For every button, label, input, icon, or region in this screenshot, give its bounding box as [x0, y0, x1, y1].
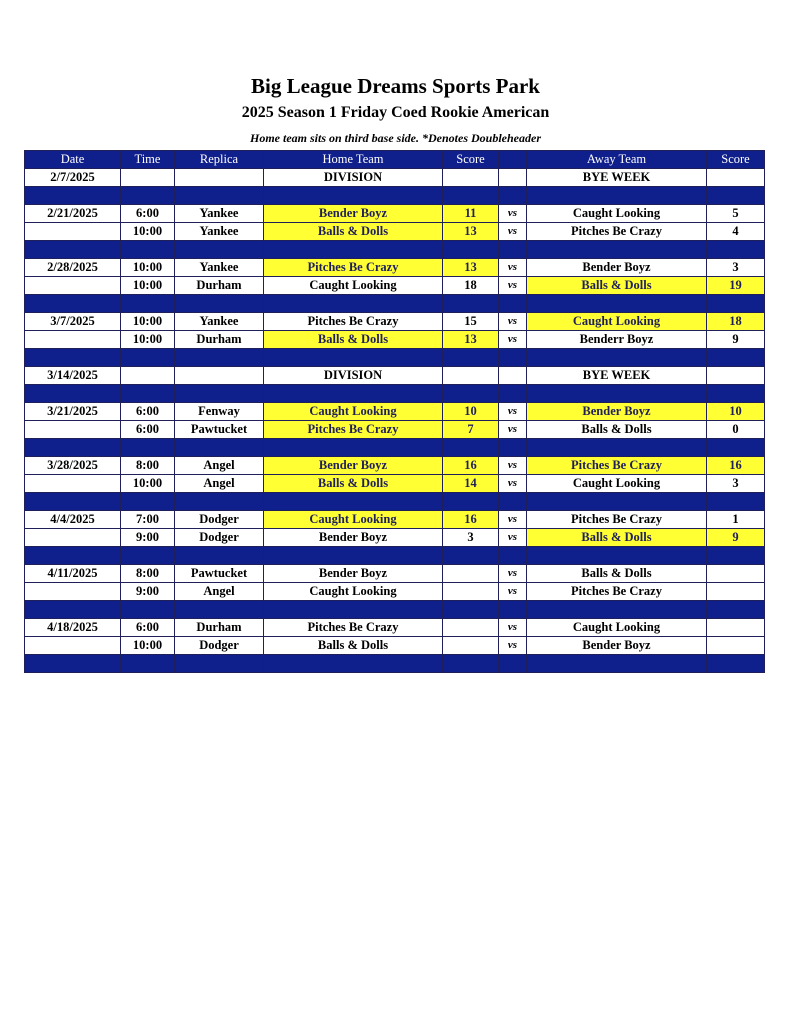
separator-cell — [264, 385, 443, 403]
table-row — [25, 277, 765, 295]
date-cell — [25, 223, 121, 241]
vs-cell: vs — [499, 475, 527, 493]
separator-row — [25, 349, 765, 367]
home-score-cell: 13 — [443, 223, 499, 241]
time-cell: 6:00 — [121, 619, 175, 637]
separator-cell — [175, 385, 264, 403]
separator-cell — [443, 349, 499, 367]
table-row — [25, 169, 765, 187]
away-team-cell: Balls & Dolls — [527, 565, 707, 583]
away-team-cell: Caught Looking — [527, 313, 707, 331]
separator-cell — [175, 493, 264, 511]
home-score-cell — [443, 367, 499, 385]
separator-cell — [264, 601, 443, 619]
table-row — [25, 583, 765, 601]
separator-cell — [707, 349, 765, 367]
separator-cell — [707, 493, 765, 511]
home-team-cell: Bender Boyz — [264, 205, 443, 223]
home-score-cell: 7 — [443, 421, 499, 439]
separator-row — [25, 385, 765, 403]
time-cell: 10:00 — [121, 637, 175, 655]
date-cell — [25, 529, 121, 547]
away-team-cell: Balls & Dolls — [527, 529, 707, 547]
table-row — [25, 637, 765, 655]
time-cell: 6:00 — [121, 205, 175, 223]
separator-cell — [121, 493, 175, 511]
schedule-table — [24, 150, 765, 673]
separator-cell — [707, 385, 765, 403]
separator-cell — [175, 241, 264, 259]
away-score-cell: 1 — [707, 511, 765, 529]
time-cell: 10:00 — [121, 277, 175, 295]
separator-cell — [707, 439, 765, 457]
away-score-cell — [707, 169, 765, 187]
date-cell: 2/21/2025 — [25, 205, 121, 223]
away-team-cell: Bender Boyz — [527, 637, 707, 655]
vs-cell: vs — [499, 583, 527, 601]
vs-cell: vs — [499, 313, 527, 331]
separator-cell — [175, 655, 264, 673]
replica-cell: Yankee — [175, 313, 264, 331]
home-team-cell: Bender Boyz — [264, 529, 443, 547]
separator-cell — [499, 439, 527, 457]
replica-cell: Pawtucket — [175, 421, 264, 439]
separator-cell — [527, 601, 707, 619]
home-score-cell: 11 — [443, 205, 499, 223]
separator-cell — [121, 439, 175, 457]
table-row — [25, 529, 765, 547]
separator-cell — [25, 655, 121, 673]
separator-cell — [443, 295, 499, 313]
vs-cell — [499, 169, 527, 187]
separator-cell — [25, 187, 121, 205]
home-team-cell: Pitches Be Crazy — [264, 421, 443, 439]
replica-cell — [175, 169, 264, 187]
replica-cell — [175, 367, 264, 385]
vs-cell: vs — [499, 259, 527, 277]
vs-cell: vs — [499, 637, 527, 655]
away-team-cell: Bender Boyz — [527, 259, 707, 277]
date-cell: 2/28/2025 — [25, 259, 121, 277]
away-team-cell: Caught Looking — [527, 475, 707, 493]
replica-cell: Yankee — [175, 223, 264, 241]
home-team-cell: Pitches Be Crazy — [264, 619, 443, 637]
separator-cell — [121, 601, 175, 619]
home-score-cell — [443, 637, 499, 655]
separator-cell — [264, 241, 443, 259]
away-team-cell: Pitches Be Crazy — [527, 511, 707, 529]
table-row — [25, 313, 765, 331]
home-team-cell: Pitches Be Crazy — [264, 313, 443, 331]
home-score-cell — [443, 619, 499, 637]
away-score-cell — [707, 367, 765, 385]
separator-cell — [527, 439, 707, 457]
separator-cell — [707, 241, 765, 259]
replica-cell: Angel — [175, 583, 264, 601]
away-team-cell: BYE WEEK — [527, 367, 707, 385]
home-score-cell: 16 — [443, 511, 499, 529]
col-header-away-team: Away Team — [527, 151, 707, 169]
separator-cell — [443, 187, 499, 205]
home-score-cell: 13 — [443, 259, 499, 277]
replica-cell: Dodger — [175, 511, 264, 529]
separator-cell — [25, 241, 121, 259]
away-score-cell: 0 — [707, 421, 765, 439]
date-cell: 3/14/2025 — [25, 367, 121, 385]
away-score-cell — [707, 637, 765, 655]
away-score-cell — [707, 583, 765, 601]
separator-cell — [443, 385, 499, 403]
vs-cell: vs — [499, 331, 527, 349]
time-cell: 10:00 — [121, 331, 175, 349]
replica-cell: Angel — [175, 475, 264, 493]
home-score-cell — [443, 169, 499, 187]
replica-cell: Fenway — [175, 403, 264, 421]
separator-cell — [121, 349, 175, 367]
separator-cell — [443, 547, 499, 565]
separator-cell — [527, 349, 707, 367]
table-row — [25, 331, 765, 349]
table-row — [25, 565, 765, 583]
separator-cell — [25, 295, 121, 313]
date-cell — [25, 637, 121, 655]
away-team-cell: Pitches Be Crazy — [527, 223, 707, 241]
page-note: Home team sits on third base side. *Denotes Doubleheader — [250, 131, 541, 145]
separator-cell — [499, 655, 527, 673]
away-team-cell: Caught Looking — [527, 619, 707, 637]
table-row — [25, 457, 765, 475]
separator-row — [25, 655, 765, 673]
vs-cell: vs — [499, 403, 527, 421]
separator-cell — [175, 601, 264, 619]
away-score-cell: 9 — [707, 529, 765, 547]
away-team-cell: Balls & Dolls — [527, 421, 707, 439]
separator-row — [25, 295, 765, 313]
separator-row — [25, 241, 765, 259]
separator-cell — [175, 349, 264, 367]
replica-cell: Angel — [175, 457, 264, 475]
away-team-cell: Bender Boyz — [527, 403, 707, 421]
home-team-cell: Bender Boyz — [264, 565, 443, 583]
date-cell: 3/7/2025 — [25, 313, 121, 331]
separator-cell — [527, 187, 707, 205]
separator-cell — [175, 295, 264, 313]
separator-cell — [707, 187, 765, 205]
separator-cell — [264, 439, 443, 457]
replica-cell: Dodger — [175, 637, 264, 655]
table-row — [25, 421, 765, 439]
time-cell: 7:00 — [121, 511, 175, 529]
separator-cell — [175, 187, 264, 205]
replica-cell: Durham — [175, 331, 264, 349]
separator-cell — [707, 601, 765, 619]
date-cell — [25, 475, 121, 493]
separator-cell — [25, 493, 121, 511]
separator-cell — [25, 547, 121, 565]
replica-cell: Dodger — [175, 529, 264, 547]
col-header-away-score: Score — [707, 151, 765, 169]
separator-cell — [121, 655, 175, 673]
separator-cell — [499, 601, 527, 619]
date-cell — [25, 331, 121, 349]
home-team-cell: Caught Looking — [264, 277, 443, 295]
table-row — [25, 475, 765, 493]
home-score-cell: 10 — [443, 403, 499, 421]
home-team-cell: Pitches Be Crazy — [264, 259, 443, 277]
date-cell: 3/28/2025 — [25, 457, 121, 475]
table-row — [25, 367, 765, 385]
away-team-cell: Pitches Be Crazy — [527, 583, 707, 601]
separator-cell — [499, 349, 527, 367]
away-score-cell: 10 — [707, 403, 765, 421]
away-score-cell: 16 — [707, 457, 765, 475]
separator-cell — [443, 439, 499, 457]
away-score-cell: 3 — [707, 475, 765, 493]
separator-cell — [264, 655, 443, 673]
vs-cell: vs — [499, 565, 527, 583]
home-team-cell: Bender Boyz — [264, 457, 443, 475]
separator-cell — [175, 547, 264, 565]
home-team-cell: Caught Looking — [264, 511, 443, 529]
table-row — [25, 511, 765, 529]
away-team-cell: BYE WEEK — [527, 169, 707, 187]
time-cell: 8:00 — [121, 457, 175, 475]
table-row — [25, 403, 765, 421]
home-team-cell: Caught Looking — [264, 403, 443, 421]
separator-cell — [499, 547, 527, 565]
col-header-home-team: Home Team — [264, 151, 443, 169]
separator-cell — [25, 385, 121, 403]
home-score-cell — [443, 565, 499, 583]
separator-cell — [527, 547, 707, 565]
away-team-cell: Caught Looking — [527, 205, 707, 223]
separator-cell — [264, 493, 443, 511]
separator-cell — [175, 439, 264, 457]
col-header-home-score: Score — [443, 151, 499, 169]
vs-cell: vs — [499, 421, 527, 439]
replica-cell: Durham — [175, 619, 264, 637]
vs-cell: vs — [499, 529, 527, 547]
time-cell: 10:00 — [121, 313, 175, 331]
separator-cell — [499, 493, 527, 511]
col-header-time: Time — [121, 151, 175, 169]
time-cell — [121, 169, 175, 187]
separator-cell — [707, 547, 765, 565]
separator-cell — [121, 295, 175, 313]
replica-cell: Yankee — [175, 205, 264, 223]
separator-cell — [527, 241, 707, 259]
date-cell: 4/11/2025 — [25, 565, 121, 583]
home-score-cell: 18 — [443, 277, 499, 295]
separator-cell — [499, 295, 527, 313]
home-score-cell: 15 — [443, 313, 499, 331]
separator-cell — [25, 349, 121, 367]
away-team-cell: Balls & Dolls — [527, 277, 707, 295]
separator-cell — [121, 241, 175, 259]
away-score-cell: 19 — [707, 277, 765, 295]
separator-cell — [499, 187, 527, 205]
home-team-cell: DIVISION — [264, 367, 443, 385]
separator-row — [25, 493, 765, 511]
col-header-replica: Replica — [175, 151, 264, 169]
col-header-vs — [499, 151, 527, 169]
home-team-cell: Balls & Dolls — [264, 223, 443, 241]
separator-cell — [527, 385, 707, 403]
table-row — [25, 259, 765, 277]
table-row — [25, 619, 765, 637]
home-team-cell: Balls & Dolls — [264, 637, 443, 655]
time-cell: 6:00 — [121, 403, 175, 421]
home-team-cell: Balls & Dolls — [264, 331, 443, 349]
separator-cell — [264, 187, 443, 205]
date-cell: 3/21/2025 — [25, 403, 121, 421]
time-cell — [121, 367, 175, 385]
date-cell: 4/18/2025 — [25, 619, 121, 637]
date-cell — [25, 277, 121, 295]
separator-row — [25, 601, 765, 619]
separator-cell — [527, 493, 707, 511]
separator-row — [25, 439, 765, 457]
separator-cell — [121, 547, 175, 565]
time-cell: 10:00 — [121, 475, 175, 493]
replica-cell: Durham — [175, 277, 264, 295]
away-score-cell: 5 — [707, 205, 765, 223]
vs-cell — [499, 367, 527, 385]
home-team-cell: Balls & Dolls — [264, 475, 443, 493]
vs-cell: vs — [499, 511, 527, 529]
table-row — [25, 205, 765, 223]
separator-cell — [527, 295, 707, 313]
separator-cell — [443, 601, 499, 619]
page-title: Big League Dreams Sports Park — [251, 74, 540, 98]
separator-cell — [264, 295, 443, 313]
away-score-cell: 9 — [707, 331, 765, 349]
separator-cell — [121, 187, 175, 205]
away-score-cell: 3 — [707, 259, 765, 277]
separator-cell — [264, 349, 443, 367]
vs-cell: vs — [499, 205, 527, 223]
separator-cell — [443, 241, 499, 259]
separator-cell — [499, 241, 527, 259]
table-header-row — [25, 151, 765, 169]
table-row — [25, 223, 765, 241]
separator-row — [25, 547, 765, 565]
away-score-cell — [707, 565, 765, 583]
vs-cell: vs — [499, 223, 527, 241]
separator-row — [25, 187, 765, 205]
home-team-cell: Caught Looking — [264, 583, 443, 601]
date-cell — [25, 421, 121, 439]
col-header-date: Date — [25, 151, 121, 169]
vs-cell: vs — [499, 277, 527, 295]
away-score-cell: 4 — [707, 223, 765, 241]
separator-cell — [707, 295, 765, 313]
vs-cell: vs — [499, 457, 527, 475]
separator-cell — [264, 547, 443, 565]
date-cell: 4/4/2025 — [25, 511, 121, 529]
time-cell: 10:00 — [121, 223, 175, 241]
separator-cell — [443, 493, 499, 511]
time-cell: 6:00 — [121, 421, 175, 439]
home-score-cell: 13 — [443, 331, 499, 349]
date-cell — [25, 583, 121, 601]
date-cell: 2/7/2025 — [25, 169, 121, 187]
time-cell: 8:00 — [121, 565, 175, 583]
separator-cell — [707, 655, 765, 673]
home-team-cell: DIVISION — [264, 169, 443, 187]
time-cell: 10:00 — [121, 259, 175, 277]
home-score-cell — [443, 583, 499, 601]
away-team-cell: Pitches Be Crazy — [527, 457, 707, 475]
home-score-cell: 3 — [443, 529, 499, 547]
home-score-cell: 14 — [443, 475, 499, 493]
separator-cell — [121, 385, 175, 403]
separator-cell — [25, 439, 121, 457]
page-subtitle: 2025 Season 1 Friday Coed Rookie American — [241, 104, 550, 121]
away-score-cell — [707, 619, 765, 637]
separator-cell — [499, 385, 527, 403]
separator-cell — [527, 655, 707, 673]
away-team-cell: Benderr Boyz — [527, 331, 707, 349]
replica-cell: Yankee — [175, 259, 264, 277]
home-score-cell: 16 — [443, 457, 499, 475]
away-score-cell: 18 — [707, 313, 765, 331]
replica-cell: Pawtucket — [175, 565, 264, 583]
vs-cell: vs — [499, 619, 527, 637]
time-cell: 9:00 — [121, 529, 175, 547]
separator-cell — [443, 655, 499, 673]
separator-cell — [25, 601, 121, 619]
time-cell: 9:00 — [121, 583, 175, 601]
